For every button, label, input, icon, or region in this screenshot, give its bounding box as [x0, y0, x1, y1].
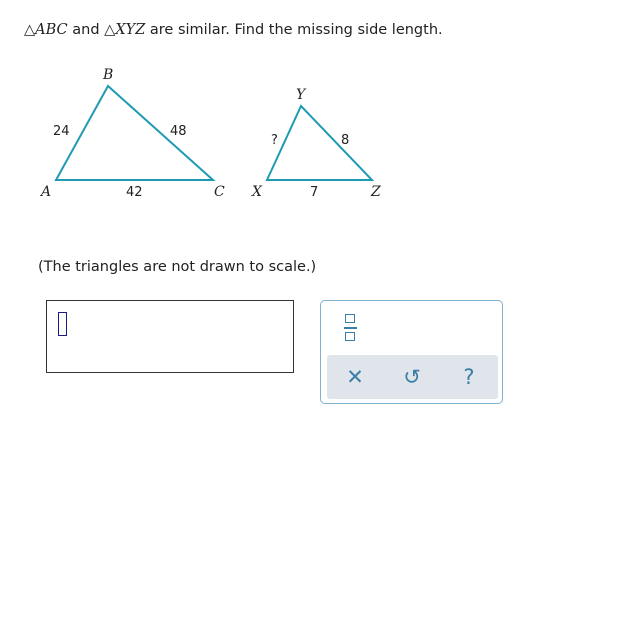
side-ac-label: 42 — [126, 185, 143, 200]
question-connector: and — [67, 22, 105, 38]
close-icon[interactable]: ✕ — [346, 365, 364, 389]
triangle-abc-name: ABC — [35, 22, 68, 38]
scale-note: (The triangles are not drawn to scale.) — [38, 259, 317, 275]
side-yz-label: 8 — [341, 133, 350, 148]
side-xy-label: ? — [271, 133, 278, 148]
action-toolbar — [327, 355, 498, 399]
fraction-icon[interactable] — [344, 314, 358, 344]
fraction-bar — [344, 327, 357, 329]
side-bc-label: 48 — [170, 124, 187, 139]
question-prompt: are similar. Find the missing side length. — [145, 22, 443, 38]
triangle-symbol: △ — [24, 22, 36, 38]
triangle-abc — [56, 86, 213, 180]
undo-icon[interactable]: ↺ — [403, 365, 421, 389]
input-cursor — [58, 312, 67, 336]
side-xz-label: 7 — [310, 185, 319, 200]
triangle-symbol-2: △ — [104, 22, 116, 38]
triangle-xyz-name: XYZ — [115, 22, 146, 38]
side-ab-label: 24 — [53, 124, 70, 139]
denominator-box — [345, 332, 355, 341]
answer-input[interactable] — [46, 300, 294, 373]
vertex-b-label: B — [103, 67, 114, 83]
math-tool-panel — [320, 300, 503, 404]
vertex-c-label: C — [214, 184, 225, 200]
help-icon[interactable]: ? — [463, 365, 475, 389]
numerator-box — [345, 314, 355, 323]
triangle-xyz — [267, 106, 372, 180]
vertex-y-label: Y — [296, 87, 306, 103]
vertex-z-label: Z — [371, 184, 381, 200]
vertex-x-label: X — [252, 184, 262, 200]
vertex-a-label: A — [41, 184, 52, 200]
